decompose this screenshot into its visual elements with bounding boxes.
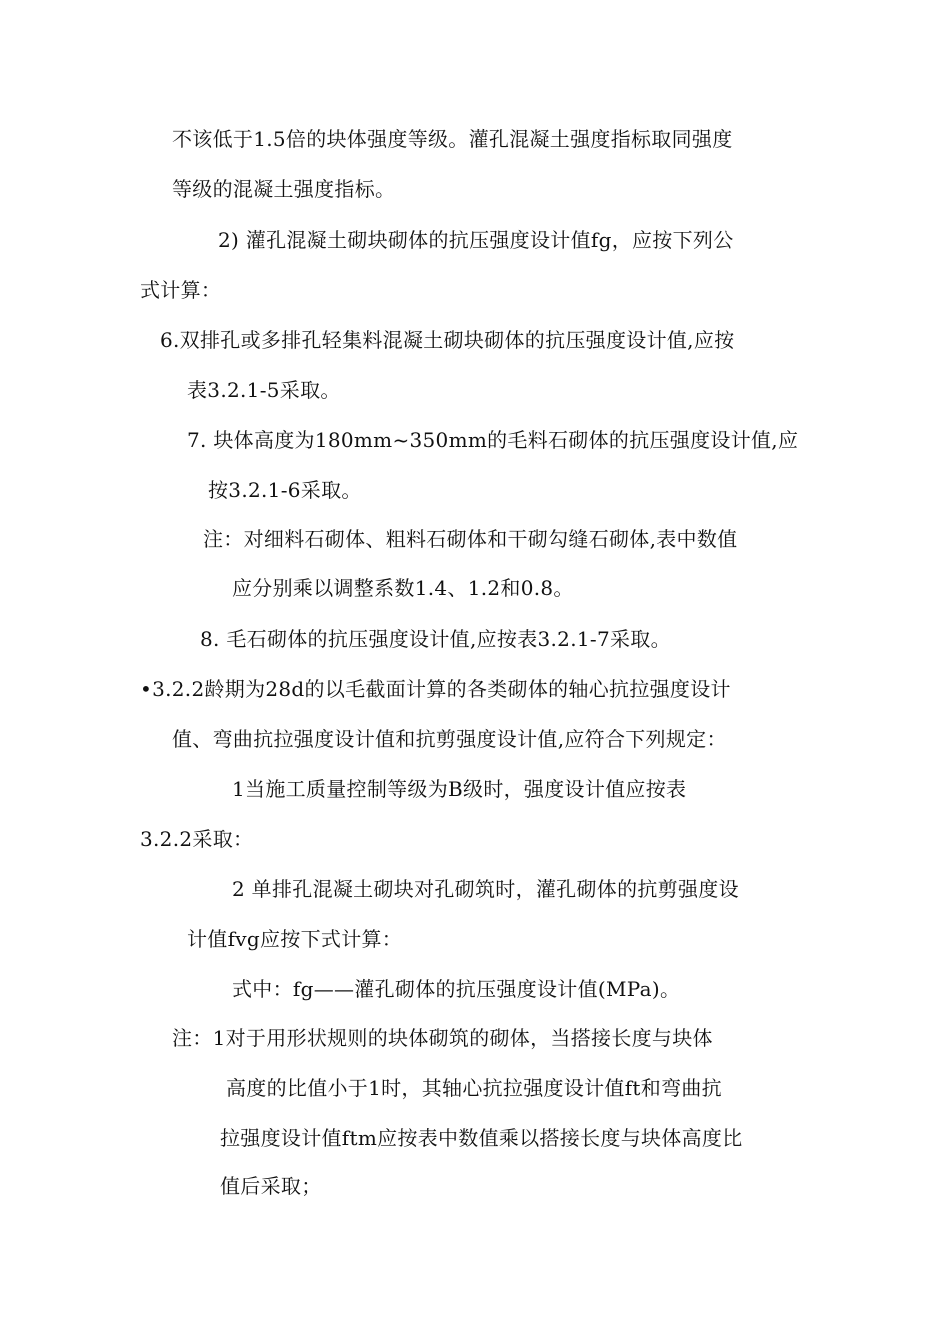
text-line-11: 8. 毛石砌体的抗压强度设计值,应按表3.2.1-7采取。 [200, 627, 671, 651]
text-line-19: 注：1对于用形状规则的块体砌筑的砌体，当搭接长度与块体 [172, 1026, 713, 1050]
text-line-4: 式计算： [140, 278, 222, 302]
text-line-21: 拉强度设计值ftm应按表中数值乘以搭接长度与块体高度比 [220, 1126, 743, 1150]
text-line-18: 式中：fg——灌孔砌体的抗压强度设计值(MPa)。 [232, 977, 681, 1001]
text-line-2: 等级的混凝土强度指标。 [172, 177, 396, 201]
text-line-1: 不该低于1.5倍的块体强度等级。灌孔混凝土强度指标取同强度 [172, 127, 733, 151]
text-line-10: 应分别乘以调整系数1.4、1.2和0.8。 [232, 576, 574, 600]
text-line-14: 1当施工质量控制等级为B级时，强度设计值应按表 [232, 777, 687, 801]
text-line-7: 7. 块体高度为180mm~350mm的毛料石砌体的抗压强度设计值,应 [187, 428, 799, 452]
text-line-6: 表3.2.1-5采取。 [187, 378, 341, 402]
text-line-16: 2 单排孔混凝土砌块对孔砌筑时，灌孔砌体的抗剪强度设 [232, 877, 739, 901]
text-line-12: •3.2.2龄期为28d的以毛截面计算的各类砌体的轴心抗拉强度设计 [140, 677, 731, 701]
text-line-13: 值、弯曲抗拉强度设计值和抗剪强度设计值,应符合下列规定： [172, 727, 727, 751]
text-line-22: 值后采取； [220, 1174, 322, 1198]
text-line-20: 高度的比值小于1时，其轴心抗拉强度设计值ft和弯曲抗 [226, 1076, 722, 1100]
text-line-15: 3.2.2采取： [140, 827, 254, 851]
text-line-9: 注：对细料石砌体、粗料石砌体和干砌勾缝石砌体,表中数值 [203, 527, 738, 551]
text-line-3: 2) 灌孔混凝土砌块砌体的抗压强度设计值fg，应按下列公 [218, 228, 734, 252]
text-line-5: 6.双排孔或多排孔轻集料混凝土砌块砌体的抗压强度设计值,应按 [160, 328, 735, 352]
text-line-8: 按3.2.1-6采取。 [208, 478, 362, 502]
text-line-17: 计值fvg应按下式计算： [187, 927, 403, 951]
